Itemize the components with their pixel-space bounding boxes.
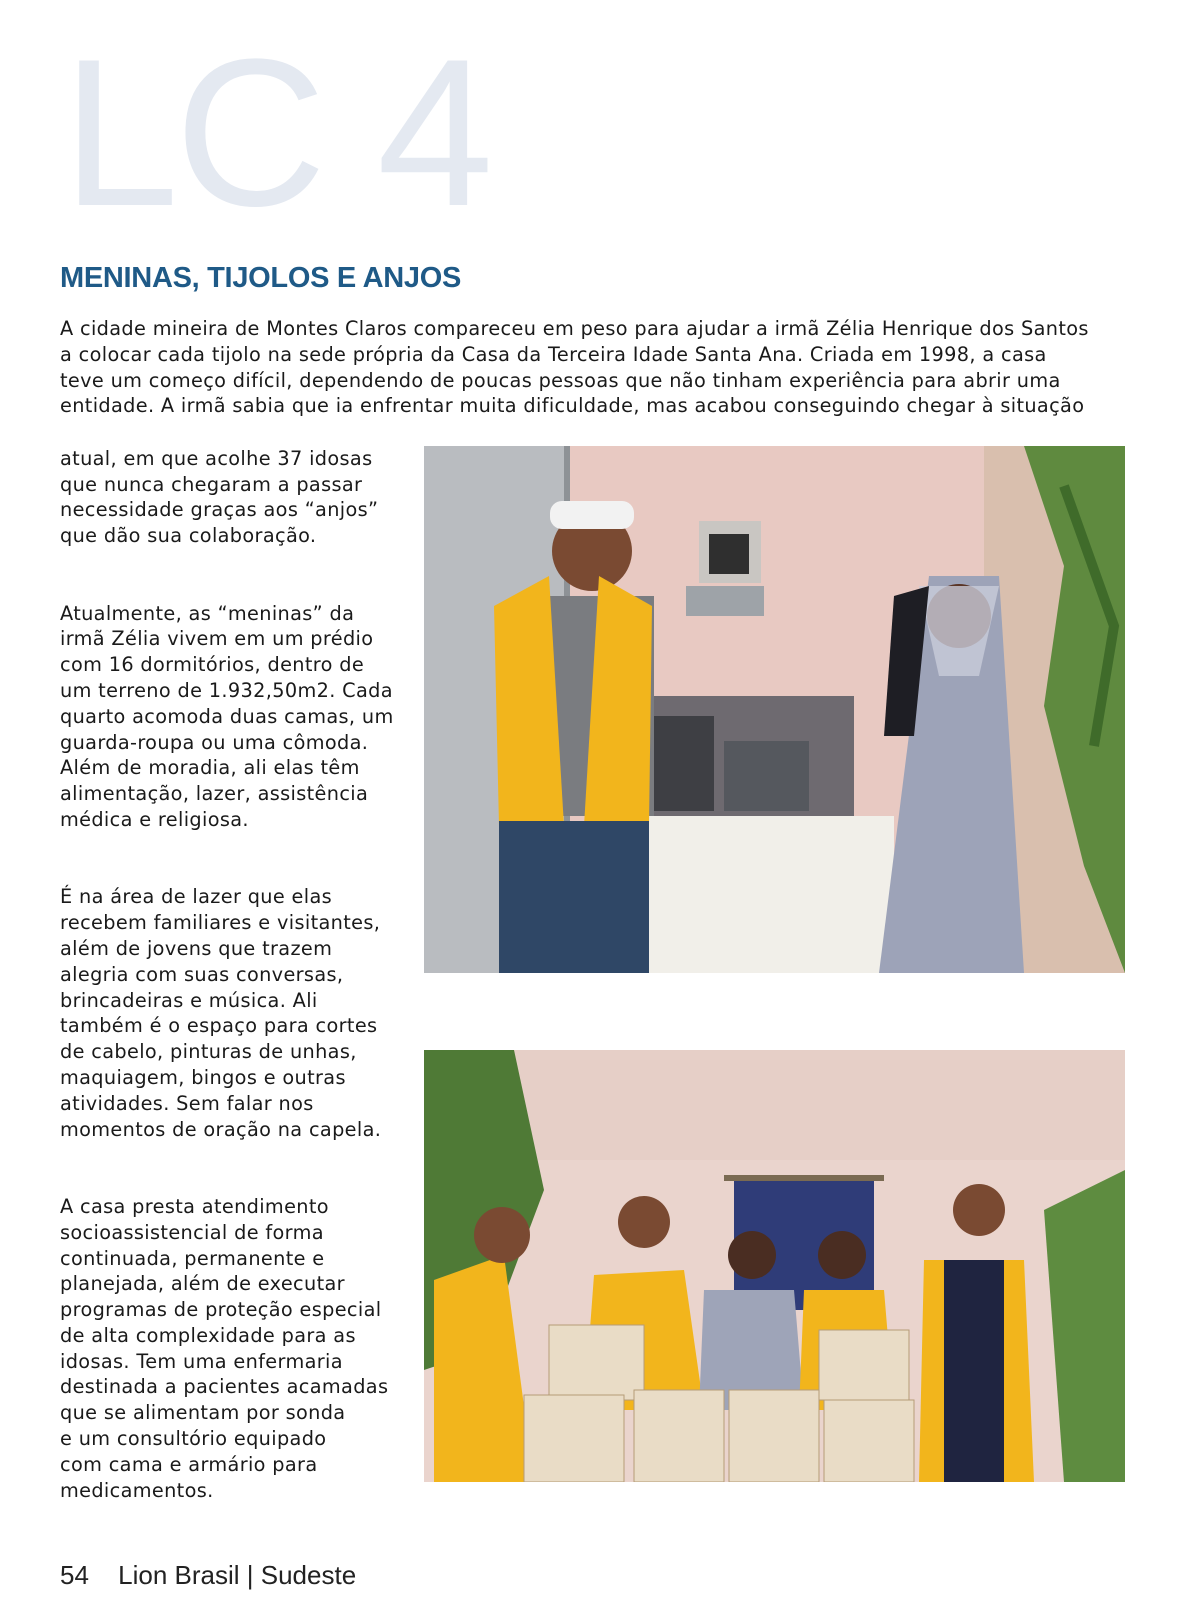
section-watermark: LC 4 (62, 15, 490, 250)
body-paragraph-3: É na área de lazer que elas recebem familiares e visitantes, além de jovens que trazem alegria com suas conversas, brincadeiras e música. Ali também é o espaço para cortes de cabelo, pinturas de unhas, maquiagem, bingos e outras atividades. Sem falar nos momentos de oração na capela. (60, 885, 382, 1141)
photo-group-donation-boxes (424, 1050, 1125, 1482)
article-headline: MENINAS, TIJOLOS E ANJOS (60, 262, 462, 294)
page-number: 54 (60, 1560, 89, 1590)
lead-paragraph: A cidade mineira de Montes Claros compareceu em peso para ajudar a irmã Zélia Henrique dos Santos a colocar cada tijolo na sede própria da Casa da Terceira Idade Santa Ana. Criada em 1998, a casa teve um começo difícil, dependendo de poucas pessoas que não tinham experiência para abrir uma entidade. A irmã sabia que ia enfrentar muita dificuldade, mas acabou conseguindo chegar à situação (60, 317, 1089, 418)
body-paragraph-4: A casa presta atendimento socioassistencial de forma continuada, permanente e planejada, além de executar programas de proteção especial de alta complexidade para as idosas. Tem uma enfermaria destinada a pacientes acamadas que se alimentam por sonda e um consultório equipado com cama e armário para medicamentos. (60, 1194, 389, 1502)
body-column (60, 420, 400, 1555)
body-paragraph-2: Atualmente, as “meninas” da irmã Zélia vivem em um prédio com 16 dormitórios, dentro de um terreno de 1.932,50m2. Cada quarto acomoda duas camas, um guarda-roupa ou uma cômoda. Além de moradia, ali elas têm alimentação, lazer, assistência médica e religiosa. (60, 601, 394, 831)
photo-group-donation-boxes-illustration (424, 1050, 1125, 1482)
photo-donation-handover-illustration (424, 446, 1125, 973)
page-footer (60, 1560, 356, 1591)
publication-name: Lion Brasil | Sudeste (118, 1560, 357, 1590)
photo-donation-handover (424, 446, 1125, 973)
body-paragraph-1: atual, em que acolhe 37 idosas que nunca chegaram a passar necessidade graças aos “anjos” que dão sua colaboração. (60, 446, 379, 548)
